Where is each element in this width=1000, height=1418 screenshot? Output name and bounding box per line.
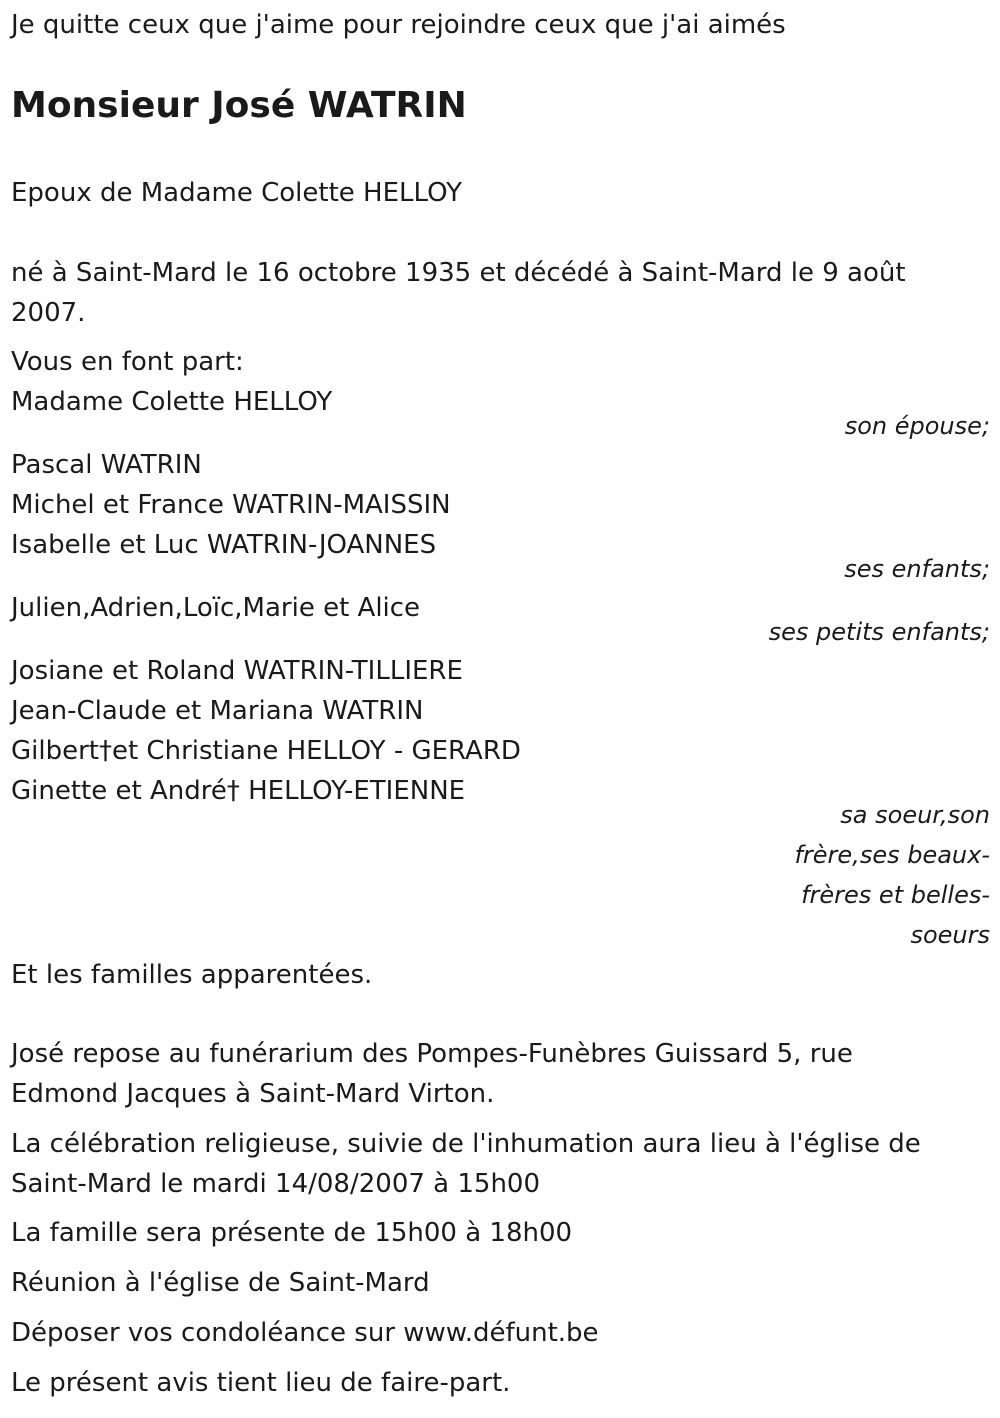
children-list (11, 445, 990, 565)
sibling-name: Ginette et André† HELLOY-ETIENNE (11, 776, 466, 806)
epigraph: Je quitte ceux que j'aime pour rejoindre ceux que j'ai aimés (11, 10, 786, 40)
spouse-name: Madame Colette HELLOY (11, 387, 333, 417)
spouse-role: son épouse; (844, 412, 990, 440)
sibling-name: Josiane et Roland WATRIN-TILLIERE (11, 656, 463, 686)
announce-line: Vous en font part: (11, 347, 244, 377)
birth-death-line-1: né à Saint-Mard le 16 octobre 1935 et décédé à Saint-Mard le 9 août (11, 258, 906, 288)
siblings-role-line: soeurs (910, 921, 990, 949)
condolences-line: Déposer vos condoléance sur www.défunt.be (11, 1318, 599, 1348)
ceremony-paragraph (11, 1124, 990, 1204)
presence-line: La famille sera présente de 15h00 à 18h00 (11, 1218, 573, 1248)
children-role: ses enfants; (844, 555, 990, 583)
funerarium-paragraph (11, 1034, 990, 1114)
notice-line: Le présent avis tient lieu de faire-part. (11, 1368, 511, 1398)
child-name: Isabelle et Luc WATRIN-JOANNES (11, 530, 437, 560)
grandchildren-names: Julien,Adrien,Loïc,Marie et Alice (11, 593, 421, 623)
reunion-line: Réunion à l'église de Saint-Mard (11, 1268, 430, 1298)
birth-death-paragraph (11, 253, 990, 333)
funerarium-line-2: Edmond Jacques à Saint-Mard Virton. (11, 1079, 495, 1109)
siblings-role-line: sa soeur,son (840, 801, 990, 829)
sibling-name: Jean-Claude et Mariana WATRIN (11, 696, 424, 726)
ceremony-line-2: Saint-Mard le mardi 14/08/2007 à 15h00 (11, 1169, 541, 1199)
siblings-role-line: frères et belles- (801, 881, 990, 909)
deceased-name-title: Monsieur José WATRIN (11, 85, 467, 126)
siblings-list (11, 651, 990, 811)
birth-death-line-2: 2007. (11, 298, 86, 328)
ceremony-line-1: La célébration religieuse, suivie de l'inhumation aura lieu à l'église de (11, 1129, 921, 1159)
grandchildren-role: ses petits enfants; (768, 618, 990, 646)
spouse-line: Epoux de Madame Colette HELLOY (11, 178, 463, 208)
siblings-role-line: frère,ses beaux- (794, 841, 990, 869)
child-name: Michel et France WATRIN-MAISSIN (11, 490, 451, 520)
sibling-name: Gilbert†et Christiane HELLOY - GERARD (11, 736, 521, 766)
families-line: Et les familles apparentées. (11, 960, 373, 990)
funerarium-line-1: José repose au funérarium des Pompes-Funèbres Guissard 5, rue (11, 1039, 853, 1069)
child-name: Pascal WATRIN (11, 450, 202, 480)
siblings-role (794, 795, 990, 955)
